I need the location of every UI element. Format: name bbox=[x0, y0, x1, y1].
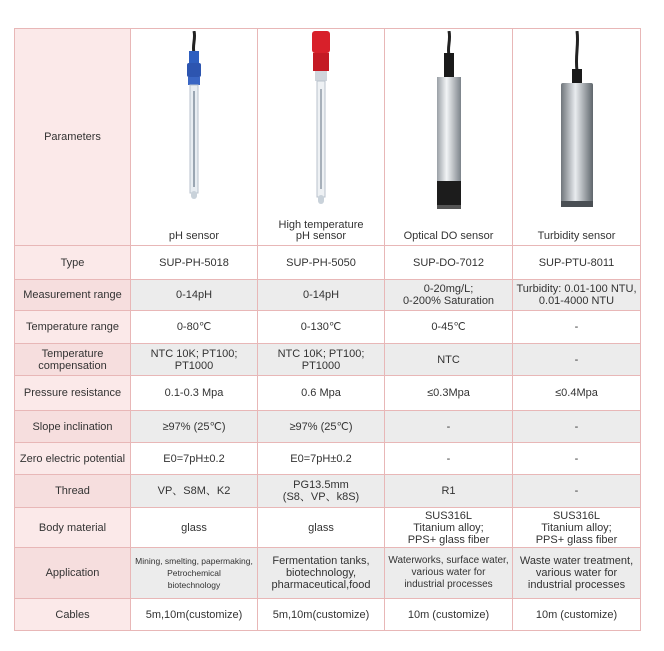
cell: SUS316L Titanium alloy; PPS+ glass fiber bbox=[513, 508, 641, 548]
param-cables: Cables bbox=[15, 599, 131, 631]
cell: E0=7pH±0.2 bbox=[258, 443, 385, 475]
cell: SUP-PTU-8011 bbox=[513, 246, 641, 280]
type-row bbox=[15, 246, 641, 280]
cell: 0-20mg/L; 0-200% Saturation bbox=[385, 280, 513, 311]
cell: Mining, smelting, papermaking, Petrochemical biotechnology bbox=[131, 548, 258, 599]
cell: Waterworks, surface water, various water for industrial processes bbox=[385, 548, 513, 599]
slope-inclination-row bbox=[15, 411, 641, 443]
param-temperature-compensation: Temperature compensation bbox=[15, 344, 131, 376]
measurement-range-row bbox=[15, 280, 641, 311]
cell: Waste water treatment, various water for industrial processes bbox=[513, 548, 641, 599]
parameters-header: Parameters bbox=[15, 29, 131, 246]
cell: SUS316L Titanium alloy; PPS+ glass fiber bbox=[385, 508, 513, 548]
param-type: Type bbox=[15, 246, 131, 280]
cell: SUP-PH-5050 bbox=[258, 246, 385, 280]
param-thread: Thread bbox=[15, 475, 131, 508]
cell: glass bbox=[258, 508, 385, 548]
cell: NTC 10K; PT100; PT1000 bbox=[258, 344, 385, 376]
cell: Fermentation tanks, biotechnology, pharmaceutical,food bbox=[258, 548, 385, 599]
param-body-material: Body material bbox=[15, 508, 131, 548]
cell: 0-45℃ bbox=[385, 311, 513, 344]
cell: ≤0.4Mpa bbox=[513, 376, 641, 411]
cell: 0-130℃ bbox=[258, 311, 385, 344]
cell: 10m (customize) bbox=[513, 599, 641, 631]
cell: NTC 10K; PT100; PT1000 bbox=[131, 344, 258, 376]
cell: 0-14pH bbox=[258, 280, 385, 311]
cell: 0-14pH bbox=[131, 280, 258, 311]
zero-electric-potential-row bbox=[15, 443, 641, 475]
cell: NTC bbox=[385, 344, 513, 376]
cell: ≥97% (25℃) bbox=[131, 411, 258, 443]
cell: 0.1-0.3 Mpa bbox=[131, 376, 258, 411]
cell: 10m (customize) bbox=[385, 599, 513, 631]
cell: R1 bbox=[385, 475, 513, 508]
ph-sensor-image bbox=[174, 31, 214, 201]
param-zero-electric-potential: Zero electric potential bbox=[15, 443, 131, 475]
pressure-resistance-row bbox=[15, 376, 641, 411]
cell: - bbox=[513, 311, 641, 344]
cell: Turbidity: 0.01-100 NTU, 0.01-4000 NTU bbox=[513, 280, 641, 311]
cell: 0-80℃ bbox=[131, 311, 258, 344]
cell: PG13.5mm (S8、VP、k8S) bbox=[258, 475, 385, 508]
application-row bbox=[15, 548, 641, 599]
thread-row bbox=[15, 475, 641, 508]
cell: SUP-DO-7012 bbox=[385, 246, 513, 280]
cell: ≤0.3Mpa bbox=[385, 376, 513, 411]
cell: - bbox=[385, 443, 513, 475]
ph-sensor-name: pH sensor bbox=[168, 230, 220, 242]
cell: - bbox=[513, 475, 641, 508]
high-temp-ph-sensor-header bbox=[258, 29, 385, 246]
spec-table bbox=[14, 28, 641, 631]
param-measurement-range: Measurement range bbox=[15, 280, 131, 311]
temperature-compensation-row bbox=[15, 344, 641, 376]
param-temperature-range: Temperature range bbox=[15, 311, 131, 344]
high-temperature-ph-sensor-image bbox=[301, 31, 341, 206]
header-row bbox=[15, 29, 641, 246]
optical-do-sensor-header bbox=[385, 29, 513, 246]
cell: SUP-PH-5018 bbox=[131, 246, 258, 280]
turbidity-sensor-image bbox=[549, 31, 605, 211]
ph-sensor-header bbox=[131, 29, 258, 246]
turbidity-sensor-name: Turbidity sensor bbox=[537, 230, 616, 242]
body-material-row bbox=[15, 508, 641, 548]
turbidity-sensor-header bbox=[513, 29, 641, 246]
cell: 0.6 Mpa bbox=[258, 376, 385, 411]
temperature-range-row bbox=[15, 311, 641, 344]
param-slope-inclination: Slope inclination bbox=[15, 411, 131, 443]
cell: - bbox=[385, 411, 513, 443]
cell: E0=7pH±0.2 bbox=[131, 443, 258, 475]
high-temp-ph-sensor-name: High temperature pH sensor bbox=[278, 219, 364, 242]
cell: - bbox=[513, 344, 641, 376]
optical-do-sensor-image bbox=[424, 31, 474, 211]
cables-row bbox=[15, 599, 641, 631]
cell: ≥97% (25℃) bbox=[258, 411, 385, 443]
cell: glass bbox=[131, 508, 258, 548]
cell: 5m,10m(customize) bbox=[258, 599, 385, 631]
cell: VP、S8M、K2 bbox=[131, 475, 258, 508]
param-application: Application bbox=[15, 548, 131, 599]
cell: 5m,10m(customize) bbox=[131, 599, 258, 631]
param-pressure-resistance: Pressure resistance bbox=[15, 376, 131, 411]
cell: - bbox=[513, 411, 641, 443]
optical-do-sensor-name: Optical DO sensor bbox=[403, 230, 494, 242]
cell: - bbox=[513, 443, 641, 475]
